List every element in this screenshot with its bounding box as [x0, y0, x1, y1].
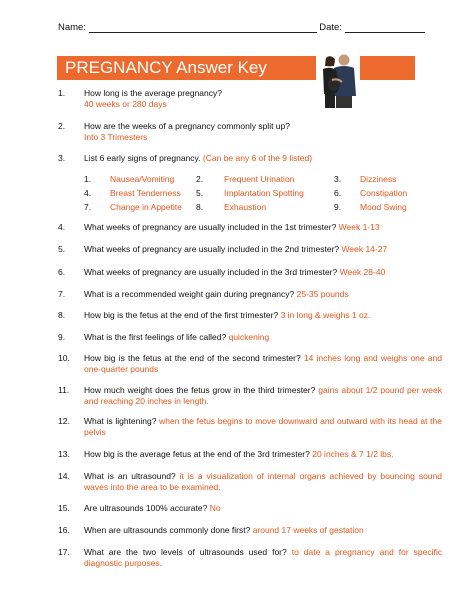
question-text: How are the weeks of a pregnancy commonly split up? [84, 121, 290, 131]
answer-text: No [209, 503, 221, 513]
question-body [84, 88, 442, 110]
question-text: What is a recommended weight gain during pregnancy? [84, 289, 295, 299]
signs-row [84, 202, 424, 216]
sign-number: 1. [84, 174, 92, 184]
question-body [84, 525, 442, 536]
question-text: How much weight does the fetus grow in the third trimester? [84, 385, 316, 395]
question-text: What weeks of pregnancy are usually included in the 2nd trimester? [84, 244, 340, 254]
signs-row [84, 174, 424, 188]
question-body [84, 289, 442, 300]
signs-grid [84, 174, 424, 216]
question-number: 10. [58, 353, 70, 363]
answer-text: when the fetus begins to move downward and outward with its head at the pelvis [84, 416, 442, 437]
question-text: What is the first feelings of life called? [84, 332, 227, 342]
answer-text: around 17 weeks of gestation [252, 525, 364, 535]
sign-number: 7. [84, 202, 92, 212]
question-body [84, 310, 442, 321]
answer-text: Week 1-13 [338, 222, 380, 232]
name-line [89, 22, 317, 33]
page-title: PREGNANCY Answer Key [65, 58, 267, 77]
question-number: 15. [58, 503, 70, 513]
question-number: 1. [58, 88, 66, 98]
signs-row [84, 188, 424, 202]
question-number: 4. [58, 222, 66, 232]
answer-text: it is a visualization of internal organs achieved by bouncing sound waves into the area to be examined. [84, 471, 442, 492]
question-text: What weeks of pregnancy are usually included in the 1st trimester? [84, 222, 337, 232]
question-text: How big is the fetus at the end of the second trimester? [84, 353, 301, 363]
sign-number: 8. [196, 202, 204, 212]
question-body [84, 471, 442, 493]
question-body [84, 503, 442, 514]
question-body [84, 332, 442, 343]
answer-text: quickening [228, 332, 270, 342]
answer-text: to date a pregnancy and for specific diagnostic purposes. [84, 547, 442, 568]
answer-text: 20 inches & 7 1/2 lbs. [312, 449, 394, 459]
question-body [84, 153, 442, 164]
answer-text: Into 3 Trimesters [84, 132, 148, 142]
sign-number: 2. [196, 174, 204, 184]
question-text: What are the two levels of ultrasounds used for? [84, 547, 287, 557]
sign-text: Change in Appetite [110, 202, 182, 212]
question-text: How long is the average pregnancy? [84, 88, 222, 98]
answer-text: 14 inches long and weighs one and one-quarter pounds [84, 353, 442, 374]
question-body [84, 547, 442, 569]
question-text: What is an ultrasound? [84, 471, 176, 481]
answer-text: (Can be any 6 of the 9 listed) [202, 153, 313, 163]
question-number: 2. [58, 121, 66, 131]
sign-text: Dizziness [360, 174, 397, 184]
sign-text: Nausea/Vomiting [110, 174, 175, 184]
question-number: 16. [58, 525, 70, 535]
question-body [84, 222, 442, 233]
sign-text: Constipation [360, 188, 408, 198]
date-line [345, 22, 425, 33]
answer-text: gains about 1/2 pound per week and reaching 20 inches in length. [84, 385, 442, 406]
name-label: Name: [58, 22, 86, 33]
sign-number: 9. [334, 202, 342, 212]
question-number: 7. [58, 289, 66, 299]
question-text: What is lightening? [84, 416, 157, 426]
sign-number: 3. [334, 174, 342, 184]
question-number: 5. [58, 244, 66, 254]
question-text: Are ultrasounds 100% accurate? [84, 503, 208, 513]
answer-text: Week 28-40 [339, 267, 386, 277]
question-body [84, 244, 442, 255]
question-body [84, 267, 442, 278]
sign-text: Implantation Spotting [224, 188, 304, 198]
question-body [84, 385, 442, 407]
sign-text: Exhaustion [224, 202, 267, 212]
question-text: What weeks of pregnancy are usually included in the 3rd trimester? [84, 267, 338, 277]
question-body [84, 416, 442, 438]
date-label: Date: [319, 22, 342, 33]
question-body [84, 353, 442, 375]
sign-number: 5. [196, 188, 204, 198]
title-banner [57, 56, 415, 80]
question-number: 11. [58, 385, 70, 395]
question-number: 6. [58, 267, 66, 277]
question-number: 14. [58, 471, 70, 481]
question-number: 9. [58, 332, 66, 342]
answer-text: 3 in long & weighs 1 oz. [280, 310, 371, 320]
question-text: How big is the average fetus at the end of the 3rd trimester? [84, 449, 310, 459]
answer-text: 25-35 pounds [296, 289, 349, 299]
question-number: 8. [58, 310, 66, 320]
question-body [84, 121, 442, 143]
question-text: When are ultrasounds commonly done first? [84, 525, 251, 535]
sign-text: Frequent Urination [224, 174, 295, 184]
answer-text: Week 14-27 [341, 244, 388, 254]
question-number: 17. [58, 547, 70, 557]
sign-number: 4. [84, 188, 92, 198]
sign-number: 6. [334, 188, 342, 198]
question-number: 12. [58, 416, 70, 426]
question-number: 3. [58, 153, 66, 163]
question-number: 13. [58, 449, 70, 459]
sign-text: Breast Tenderness [110, 188, 181, 198]
sign-text: Mood Swing [360, 202, 407, 212]
answer-text: 40 weeks or 280 days [84, 99, 167, 109]
question-body [84, 449, 442, 460]
question-text: How big is the fetus at the end of the first trimester? [84, 310, 279, 320]
question-text: List 6 early signs of pregnancy. [84, 153, 201, 163]
header-row [58, 22, 425, 33]
